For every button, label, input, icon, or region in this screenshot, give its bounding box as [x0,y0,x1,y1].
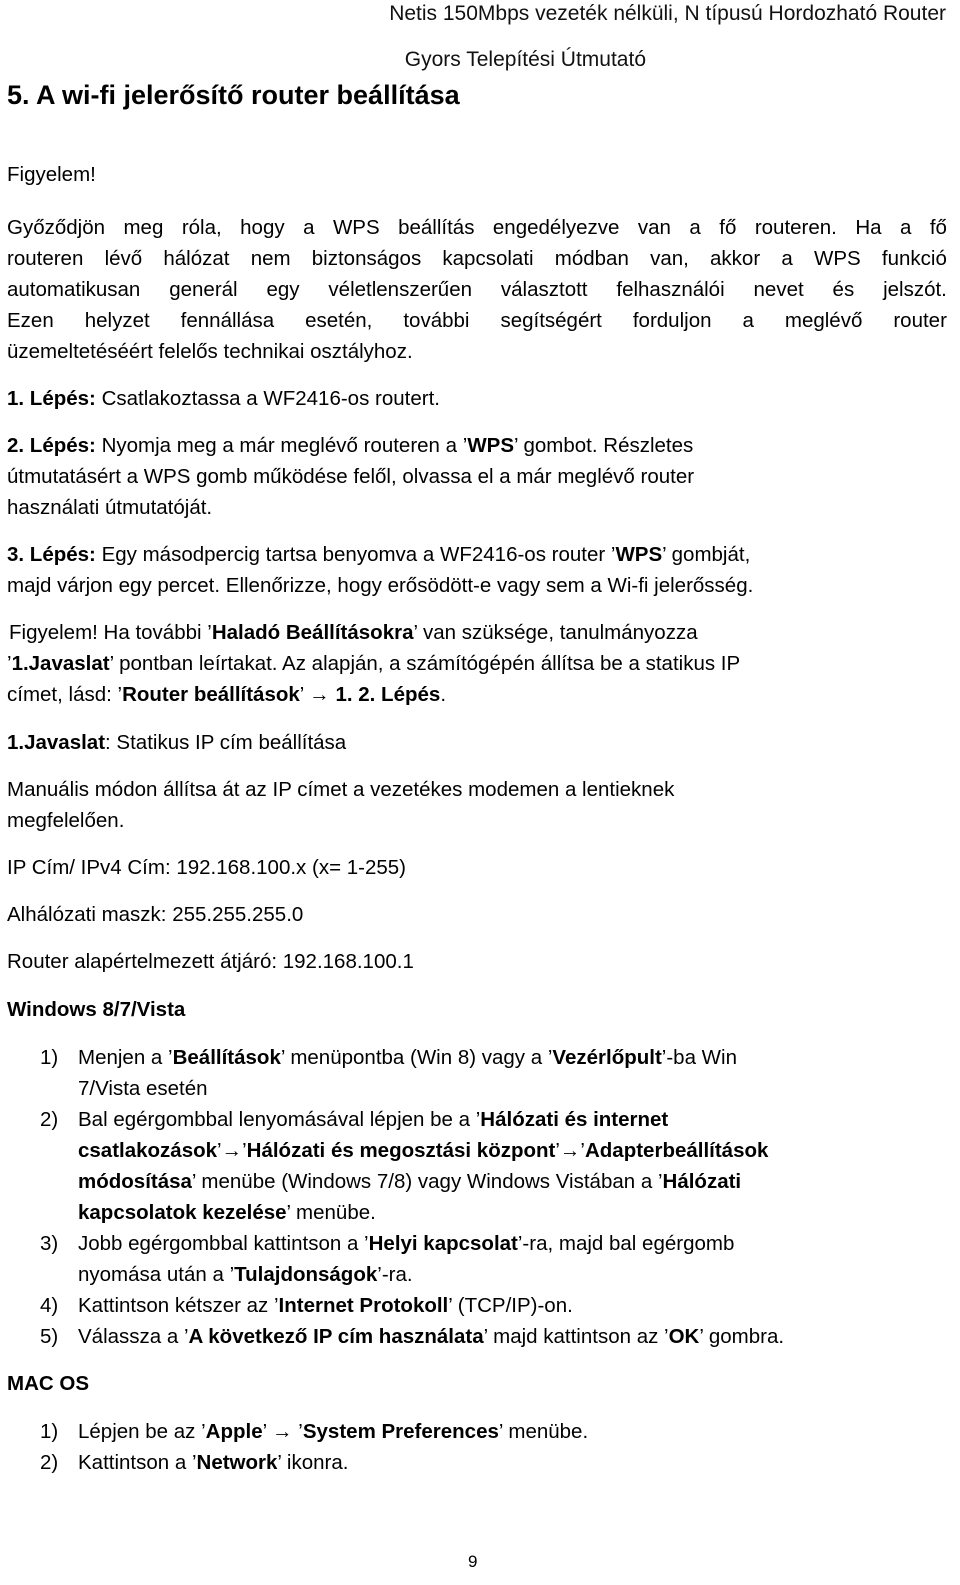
arrow-right-icon: → [309,683,330,706]
item-text: Lépjen be az ’ [78,1420,206,1443]
step-2-text-end: ’ gombot. Részletes [514,434,694,457]
windows-item-2-line-2 [78,1135,768,1166]
step-2-text: Nyomja meg a már meglévő routeren a ’ [95,434,468,457]
word: biztonságos [311,247,422,270]
word: és [832,278,855,301]
step-3 [7,539,750,570]
mac-item-2 [40,1447,348,1478]
header-product-title: Netis 150Mbps vezeték nélküli, N típusú Hordozható Router [389,2,946,25]
manual-line-2: megfelelően. [7,809,125,832]
windows-item-1 [40,1042,737,1073]
properties-term: Tulajdonságok [234,1263,378,1286]
word: a [781,247,793,270]
word: fennállása [180,309,275,332]
item-text: ’ menüpontba (Win 8) vagy a ’ [280,1046,553,1069]
ip-address: IP Cím/ IPv4 Cím: 192.168.100.x (x= 1-255) [7,856,406,879]
mac-item-1 [40,1416,588,1447]
note-line-1 [9,617,698,648]
word: van [637,216,671,239]
note-text: ’ pontban leírtakat. Az alapján, a számítógépén állítsa be a statikus IP [109,652,741,675]
warning-line-1 [7,212,947,243]
warning-line-2 [7,243,947,274]
suggestion-label: 1.Javaslat [7,731,106,754]
word: van, [650,247,689,270]
word: lévő [104,247,143,270]
arrow-right-icon: → [559,1139,581,1162]
step-2 [7,430,693,461]
word: hálózat [163,247,230,270]
note-text: címet, lásd: ’ [7,683,123,706]
note-router-settings: Router beállítások [122,683,300,706]
item-text: ’-ba Win [661,1046,737,1069]
wps-term: WPS [615,543,663,566]
item-text: ’ menübe. [498,1420,589,1443]
step-2-line-3: használati útmutatóját. [7,496,213,519]
item-text: ’ menübe. [286,1201,376,1224]
word: generál [169,278,238,301]
step-3-label: 3. Lépés: [7,543,96,566]
word: helyzet [84,309,150,332]
word: Ha [855,216,882,239]
item-text: Kattintson kétszer az ’ [78,1294,279,1317]
local-connection-term: Helyi kapcsolat [368,1232,518,1255]
settings-term: Beállítások [172,1046,281,1069]
item-text: ’ ikonra. [277,1451,349,1474]
header-guide-title: Gyors Telepítési Útmutató [404,48,646,71]
quote: ’ [580,1139,585,1162]
item-text: ’ menübe (Windows 7/8) vagy Windows Vistában a ’ [191,1170,663,1193]
suggestion-title: : Statikus IP cím beállítása [105,731,347,754]
word: akkor [710,247,761,270]
note-step-ref: 1. 2. Lépés [329,683,441,706]
item-text: ’ gombra. [699,1325,785,1348]
network-term: Hálózati [662,1170,742,1193]
arrow-right-icon: → [272,1420,293,1443]
word: hogy [240,216,285,239]
windows-item-2-line-4 [78,1197,376,1228]
word: módban [554,247,629,270]
windows-item-2 [40,1104,668,1135]
windows-item-2-line-3 [78,1166,741,1197]
word: routeren. [754,216,837,239]
word: a [900,216,912,239]
quote: ’ [262,1420,273,1443]
network-internet-term: Hálózati és internet [480,1108,669,1131]
item-number: 1) [40,1420,59,1443]
warning-line-5: üzemeltetéséért felelős technikai osztályhoz. [7,340,413,363]
word: routeren [7,247,84,270]
word: véletlenszerűen [328,278,473,301]
item-number: 1) [40,1046,59,1069]
note-text: Figyelem! Ha további ’ [9,621,212,644]
item-text: nyomása után a ’ [78,1263,235,1286]
quote: ’ [292,1420,303,1443]
word: funkció [881,247,947,270]
word: nem [250,247,291,270]
warning-label: Figyelem! [7,163,96,186]
word: engedélyezve [492,216,620,239]
suggestion-heading [7,727,346,758]
step-2-line-2: útmutatásért a WPS gomb működése felől, olvassa el a már meglévő router [7,465,695,488]
manage-connections-term: kapcsolatok kezelése [78,1201,287,1224]
word: meg [123,216,164,239]
use-following-ip-term: A következő IP cím használata [188,1325,484,1348]
control-panel-term: Vezérlőpult [552,1046,662,1069]
word: router [893,309,947,332]
item-number: 5) [40,1325,59,1348]
apple-term: Apple [205,1420,263,1443]
page-number: 9 [468,1552,478,1571]
item-text: Menjen a ’ [78,1046,173,1069]
word: a [689,216,701,239]
windows-heading: Windows 8/7/Vista [7,998,186,1021]
system-preferences-term: System Preferences [302,1420,499,1443]
word: WPS [813,247,861,270]
ok-term: OK [668,1325,700,1348]
network-term: Network [196,1451,278,1474]
windows-item-1-cont: 7/Vista esetén [78,1077,208,1100]
item-text: ’-ra. [377,1263,413,1286]
adapter-settings-term: Adapterbeállítások [584,1139,769,1162]
item-text: ’ (TCP/IP)-on. [448,1294,573,1317]
quote: ’ [242,1139,247,1162]
word: nevet [753,278,804,301]
word: meglévő [784,309,863,332]
word: fő [929,216,947,239]
word: egy [266,278,300,301]
default-gateway: Router alapértelmezett átjáró: 192.168.100.1 [7,950,414,973]
arrow-right-icon: → [221,1139,243,1162]
word: automatikusan [7,278,141,301]
note-advanced-settings: Haladó Beállításokra [211,621,414,644]
warning-line-3 [7,274,947,305]
manual-line-1: Manuális módon állítsa át az IP címet a vezetékes modemen a lentieknek [7,778,675,801]
item-text: Bal egérgombbal lenyomásával lépjen be a ’ [78,1108,481,1131]
step-1-label: 1. Lépés: [7,387,96,410]
note-text: ’ van szüksége, tanulmányozza [413,621,698,644]
word: jelszót. [883,278,947,301]
step-3-line-2: majd várjon egy percet. Ellenőrizze, hogy erősödött-e vagy sem a Wi-fi jelerősség. [7,574,754,597]
connections-term: csatlakozások [78,1139,218,1162]
item-text: ’-ra, majd bal egérgomb [517,1232,735,1255]
note-suggestion-ref: 1.Javaslat [11,652,110,675]
word: róla, [181,216,222,239]
section-title: 5. A wi-fi jelerősítő router beállítása [7,80,460,110]
note-line-2 [7,648,740,679]
subnet-mask: Alhálózati maszk: 255.255.255.0 [7,903,304,926]
mac-heading: MAC OS [7,1372,89,1395]
step-1-text: Csatlakoztassa a WF2416-os routert. [95,387,440,410]
word: felhasználói [616,278,725,301]
step-1 [7,383,440,414]
note-quote: ’ [7,652,12,675]
windows-item-3-cont [78,1259,413,1290]
note-line-3 [7,679,446,710]
item-text: Jobb egérgombbal kattintson a ’ [78,1232,369,1255]
word: WPS [332,216,380,239]
step-3-text: Egy másodpercig tartsa benyomva a WF2416-os router ’ [95,543,616,566]
internet-protocol-term: Internet Protokoll [278,1294,449,1317]
quote: ’ [217,1139,222,1162]
windows-item-4 [40,1290,573,1321]
word: esetén, [305,309,373,332]
word: beállítás [398,216,475,239]
change-term: módosítása [78,1170,192,1193]
step-3-text-end: ’ gombját, [662,543,751,566]
note-quote: ’ [299,683,310,706]
wps-term: WPS [467,434,515,457]
item-number: 3) [40,1232,59,1255]
word: segítségért [500,309,602,332]
item-number: 4) [40,1294,59,1317]
quote: ’ [555,1139,560,1162]
item-number: 2) [40,1451,59,1474]
word: a [742,309,754,332]
word: forduljon [632,309,712,332]
windows-item-3 [40,1228,734,1259]
word: Ezen [7,309,54,332]
item-text: Válassza a ’ [78,1325,189,1348]
item-text: ’ majd kattintson az ’ [483,1325,669,1348]
note-period: . [440,683,447,706]
step-2-label: 2. Lépés: [7,434,96,457]
word: kapcsolati [442,247,534,270]
word: választott [500,278,588,301]
warning-line-4 [7,305,947,336]
windows-item-5 [40,1321,784,1352]
word: fő [719,216,737,239]
word: a [303,216,315,239]
item-number: 2) [40,1108,59,1131]
word: Győződjön [7,216,106,239]
network-sharing-center-term: Hálózati és megosztási központ [246,1139,556,1162]
word: további [403,309,470,332]
item-text: Kattintson a ’ [78,1451,197,1474]
